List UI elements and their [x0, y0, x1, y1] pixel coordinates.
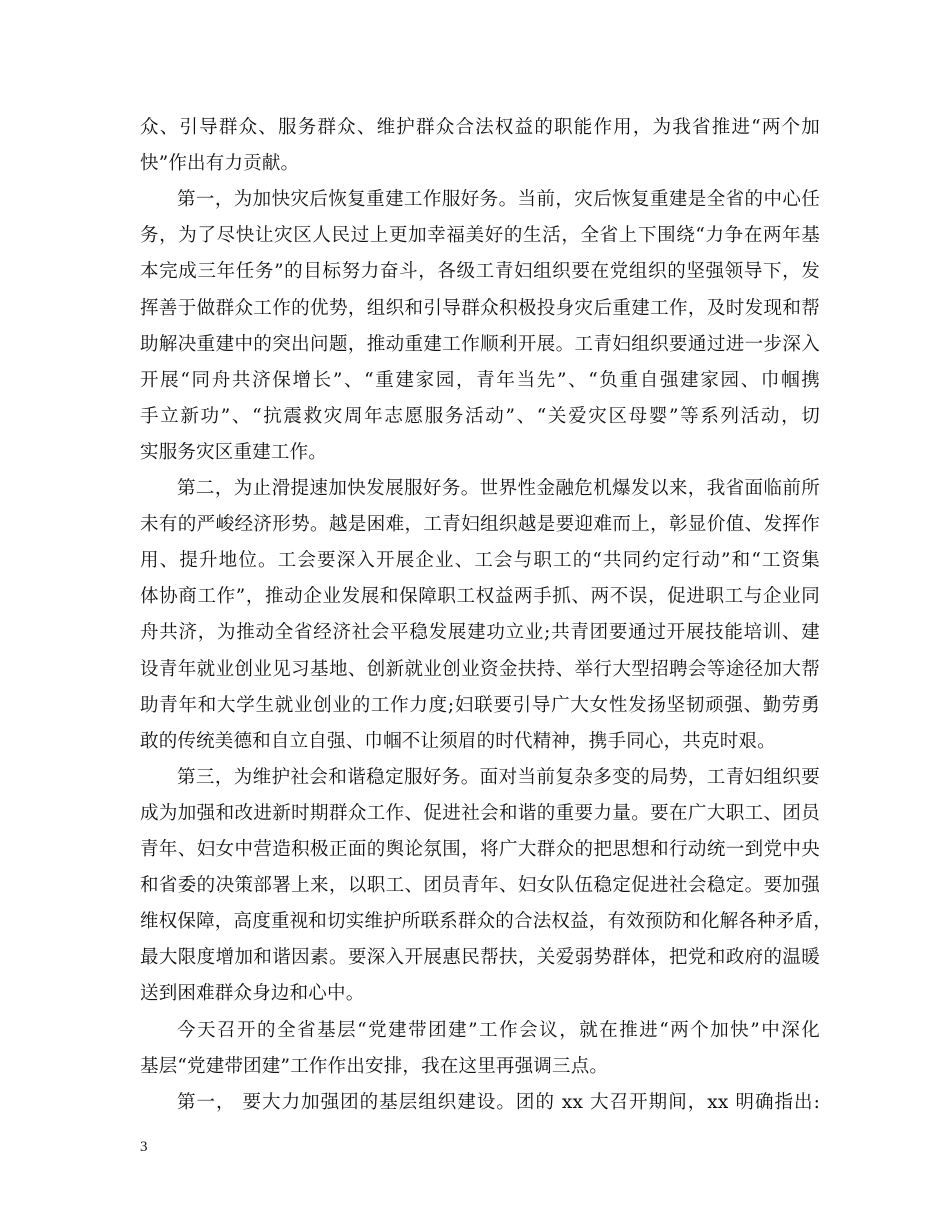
text-line: 基层“党建带团建”工作作出安排，我在这里再强调三点。: [140, 1055, 609, 1077]
text-line: 挥善于做群众工作的优势，组织和引导群众积极投身灾后重建工作，及时发现和帮: [140, 297, 820, 319]
text-line: 快”作出有力贡献。: [140, 153, 300, 175]
text-line: 第二，为止滑提速加快发展服好务。世界性金融危机爆发以来，我省面临前所: [177, 478, 820, 499]
page-number: 3: [140, 1139, 148, 1155]
text-line: 助青年和大学生就业创业的工作力度;妇联要引导广大女性发扬坚韧顽强、勤劳勇: [140, 694, 820, 716]
text-line: 本完成三年任务”的目标努力奋斗，各级工青妇组织要在党组织的坚强领导下，发: [140, 261, 820, 283]
text-line: 今天召开的全省基层“党建带团建”工作会议，就在推进“两个加快”中深化: [177, 1019, 820, 1041]
text-line: 第一，为加快灾后恢复重建工作服好务。当前，灾后恢复重建是全省的中心任: [177, 189, 820, 211]
text-line: 用、提升地位。工会要深入开展企业、工会与职工的“共同约定行动”和“工资集: [140, 550, 820, 572]
text-line: 未有的严峻经济形势。越是困难，工青妇组织越是要迎难而上，彰显价值、发挥作: [140, 514, 820, 536]
text-line: 维权保障，高度重视和切实维护所联系群众的合法权益，有效预防和化解各种矛盾，: [140, 911, 832, 933]
text-line: 实服务灾区重建工作。: [140, 441, 328, 463]
text-line: 体协商工作”，推动企业发展和保障职工权益两手抓、两不误，促进职工与企业同: [140, 586, 820, 608]
text-line: 第三，为维护社会和谐稳定服好务。面对当前复杂多变的局势，工青妇组织要: [177, 766, 820, 788]
text-line: 务，为了尽快让灾区人民过上更加幸福美好的生活，全省上下围绕“力争在两年基: [140, 225, 820, 247]
text-line: 敢的传统美德和自立自强、巾帼不让须眉的时代精神，携手同心，共克时艰。: [140, 730, 776, 752]
text-line: 和省委的决策部署上来，以职工、团员青年、妇女队伍稳定促进社会稳定。要加强: [140, 875, 820, 897]
text-line: 成为加强和改进新时期群众工作、促进社会和谐的重要力量。要在广大职工、团员: [140, 802, 820, 824]
text-line: 舟共济，为推动全省经济社会平稳发展建功立业;共青团要通过开展技能培训、建: [140, 622, 820, 644]
text-line: 众、引导群众、服务群众、维护群众合法权益的职能作用，为我省推进“两个加: [140, 117, 820, 138]
text-line: 手立新功”、“抗震救灾周年志愿服务活动”、“关爱灾区母婴”等系列活动，切: [140, 405, 820, 427]
text-line: 青年、妇女中营造积极正面的舆论氛围，将广大群众的把思想和行动统一到党中央: [140, 839, 820, 860]
text-line: 第一， 要大力加强团的基层组织建设。团的 xx 大召开期间，xx 明确指出:: [177, 1091, 820, 1113]
text-line: 送到困难群众身边和心中。: [140, 983, 365, 1005]
text-line: 最大限度增加和谐因素。要深入开展惠民帮扶，关爱弱势群体，把党和政府的温暖: [140, 947, 820, 969]
text-line: 助解决重建中的突出问题，推动重建工作顺利开展。工青妇组织要通过进一步深入: [140, 333, 820, 355]
text-line: 开展“同舟共济保增长”、“重建家园，青年当先”、“负重自强建家园、巾帼携: [140, 369, 820, 391]
text-line: 设青年就业创业见习基地、创新就业创业资金扶持、举行大型招聘会等途径加大帮: [140, 658, 820, 680]
